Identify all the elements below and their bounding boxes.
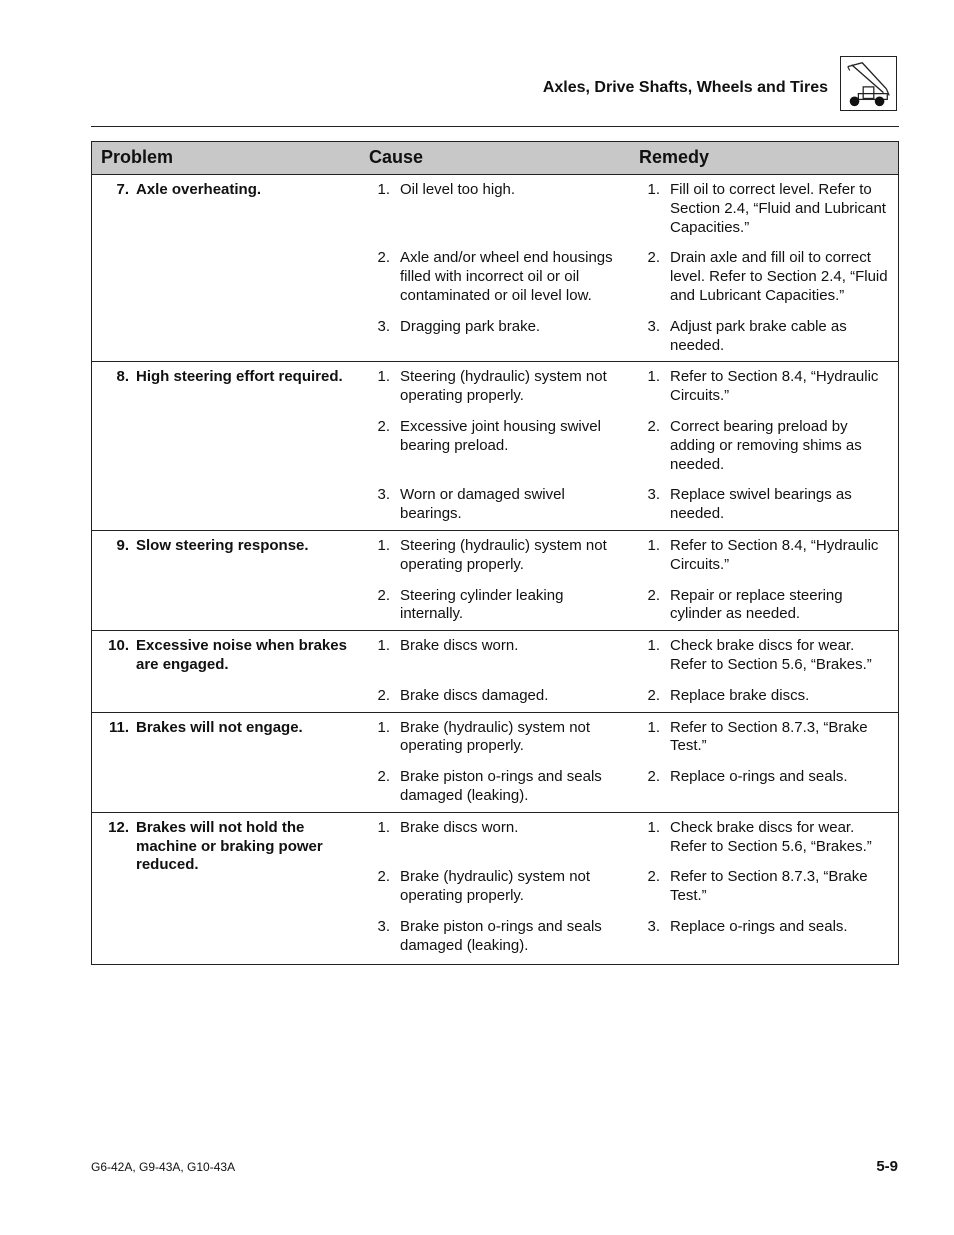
remedy-number: 2. (647, 686, 660, 704)
cause-remedy-pair (358, 918, 898, 956)
cause-number: 1. (377, 637, 390, 655)
table-row (92, 813, 898, 964)
problem-text: Brakes will not hold the machine or braking power reduced. (136, 818, 323, 874)
cause-number: 2. (377, 586, 390, 604)
remedy-number: 1. (647, 536, 660, 554)
telehandler-icon (840, 56, 897, 111)
remedy-text: Fill oil to correct level. Refer to Section 2.4, “Fluid and Lubricant Capacities.” (670, 181, 886, 236)
remedy-text: Adjust park brake cable as needed. (670, 317, 847, 354)
cause-remedy-pair (358, 868, 898, 906)
cause-number: 1. (377, 818, 390, 836)
cause-text: Worn or damaged swivel bearings. (400, 486, 565, 523)
cause-text: Oil level too high. (400, 181, 516, 198)
footer-model-list: G6-42A, G9-43A, G10-43A (91, 1160, 236, 1174)
cause-text: Brake discs worn. (400, 818, 519, 836)
problem-number: 7. (116, 181, 129, 198)
remedy-number: 1. (647, 181, 660, 198)
problem-number: 8. (116, 368, 129, 386)
cause-number: 1. (377, 368, 390, 386)
remedy-text: Replace brake discs. (670, 686, 810, 704)
cause-text: Steering (hydraulic) system not operating properly. (400, 368, 607, 405)
problem-text: Slow steering response. (136, 536, 309, 554)
column-header-remedy: Remedy (639, 147, 710, 167)
remedy-text: Refer to Section 8.4, “Hydraulic Circuits.” (670, 368, 879, 405)
cause-text: Brake piston o-rings and seals damaged (leaking). (400, 768, 602, 804)
cause-text: Excessive joint housing swivel bearing preload. (400, 417, 601, 454)
problem-cell (92, 181, 358, 355)
cause-remedy-pair (358, 486, 898, 524)
remedy-number: 3. (647, 486, 660, 504)
cause-number: 3. (377, 486, 390, 504)
table-row (92, 631, 898, 712)
problem-text: Excessive noise when brakes are engaged. (136, 637, 347, 673)
cause-remedy-pair (358, 318, 898, 356)
troubleshooting-table (91, 141, 899, 965)
cause-remedy-pair (358, 181, 898, 237)
table-row (92, 531, 898, 631)
cause-number: 2. (377, 768, 390, 786)
remedy-number: 2. (647, 249, 660, 267)
cause-text: Axle and/or wheel end housings filled with incorrect oil or oil contaminated or oil level low. (400, 249, 613, 304)
problem-number: 10. (108, 637, 129, 655)
problem-cell (92, 637, 358, 705)
remedy-text: Replace o-rings and seals. (670, 768, 848, 786)
column-header-cause: Cause (369, 147, 424, 167)
cause-text: Brake discs damaged. (400, 686, 549, 704)
table-row (92, 713, 898, 813)
remedy-text: Correct bearing preload by adding or removing shims as needed. (670, 417, 862, 473)
cause-number: 2. (377, 686, 390, 704)
remedy-text: Refer to Section 8.7.3, “Brake Test.” (670, 718, 868, 755)
cause-text: Dragging park brake. (400, 317, 541, 335)
remedy-number: 1. (647, 818, 660, 836)
cause-text: Brake piston o-rings and seals damaged (leaking). (400, 917, 602, 954)
table-row (92, 362, 898, 531)
remedy-text: Refer to Section 8.7.3, “Brake Test.” (670, 868, 868, 905)
cause-number: 1. (377, 718, 390, 736)
cause-number: 1. (377, 536, 390, 554)
cause-number: 1. (377, 181, 390, 198)
page-number: 5-9 (876, 1158, 898, 1175)
cause-remedy-pair (358, 637, 898, 675)
problem-cell (92, 368, 358, 524)
remedy-number: 3. (647, 317, 660, 335)
cause-number: 3. (377, 917, 390, 935)
remedy-text: Replace swivel bearings as needed. (670, 486, 852, 523)
problem-number: 12. (108, 818, 129, 836)
remedy-number: 2. (647, 417, 660, 435)
remedy-number: 3. (647, 917, 660, 935)
table-header (92, 142, 898, 175)
remedy-text: Repair or replace steering cylinder as needed. (670, 586, 843, 623)
cause-remedy-pair (358, 819, 898, 857)
remedy-text: Check brake discs for wear. Refer to Section 5.6, “Brakes.” (670, 637, 872, 673)
problem-number: 9. (116, 536, 129, 554)
problem-cell (92, 719, 358, 806)
cause-text: Steering (hydraulic) system not operating properly. (400, 536, 607, 573)
table-row (92, 175, 898, 362)
cause-text: Brake (hydraulic) system not operating properly. (400, 718, 591, 755)
remedy-number: 1. (647, 637, 660, 655)
cause-remedy-pair (358, 418, 898, 474)
remedy-number: 1. (647, 718, 660, 736)
cause-text: Steering cylinder leaking internally. (400, 586, 564, 623)
cause-remedy-pair (358, 537, 898, 575)
cause-remedy-pair (358, 368, 898, 406)
cause-remedy-pair (358, 587, 898, 625)
remedy-number: 2. (647, 768, 660, 786)
remedy-number: 1. (647, 368, 660, 386)
cause-number: 2. (377, 249, 390, 267)
problem-number: 11. (108, 718, 129, 736)
cause-remedy-pair (358, 687, 898, 706)
cause-remedy-pair (358, 249, 898, 305)
remedy-number: 2. (647, 868, 660, 886)
remedy-number: 2. (647, 586, 660, 604)
header-divider (91, 126, 899, 127)
cause-text: Brake discs worn. (400, 637, 519, 655)
problem-text: Axle overheating. (136, 181, 262, 198)
cause-number: 2. (377, 417, 390, 435)
problem-cell (92, 819, 358, 956)
remedy-text: Refer to Section 8.4, “Hydraulic Circuits.” (670, 536, 879, 573)
problem-text: Brakes will not engage. (136, 718, 303, 736)
remedy-text: Drain axle and fill oil to correct level. Refer to Section 2.4, “Fluid and Lubricant Capacities.” (670, 249, 888, 304)
cause-remedy-pair (358, 768, 898, 806)
remedy-text: Replace o-rings and seals. (670, 917, 848, 935)
cause-remedy-pair (358, 719, 898, 757)
cause-text: Brake (hydraulic) system not operating properly. (400, 868, 591, 905)
page-header-title: Axles, Drive Shafts, Wheels and Tires (542, 79, 828, 96)
remedy-text: Check brake discs for wear. Refer to Section 5.6, “Brakes.” (670, 818, 872, 855)
problem-text: High steering effort required. (136, 368, 343, 386)
cause-number: 2. (377, 868, 390, 886)
column-header-problem: Problem (101, 147, 174, 167)
cause-number: 3. (377, 317, 390, 335)
problem-cell (92, 537, 358, 624)
